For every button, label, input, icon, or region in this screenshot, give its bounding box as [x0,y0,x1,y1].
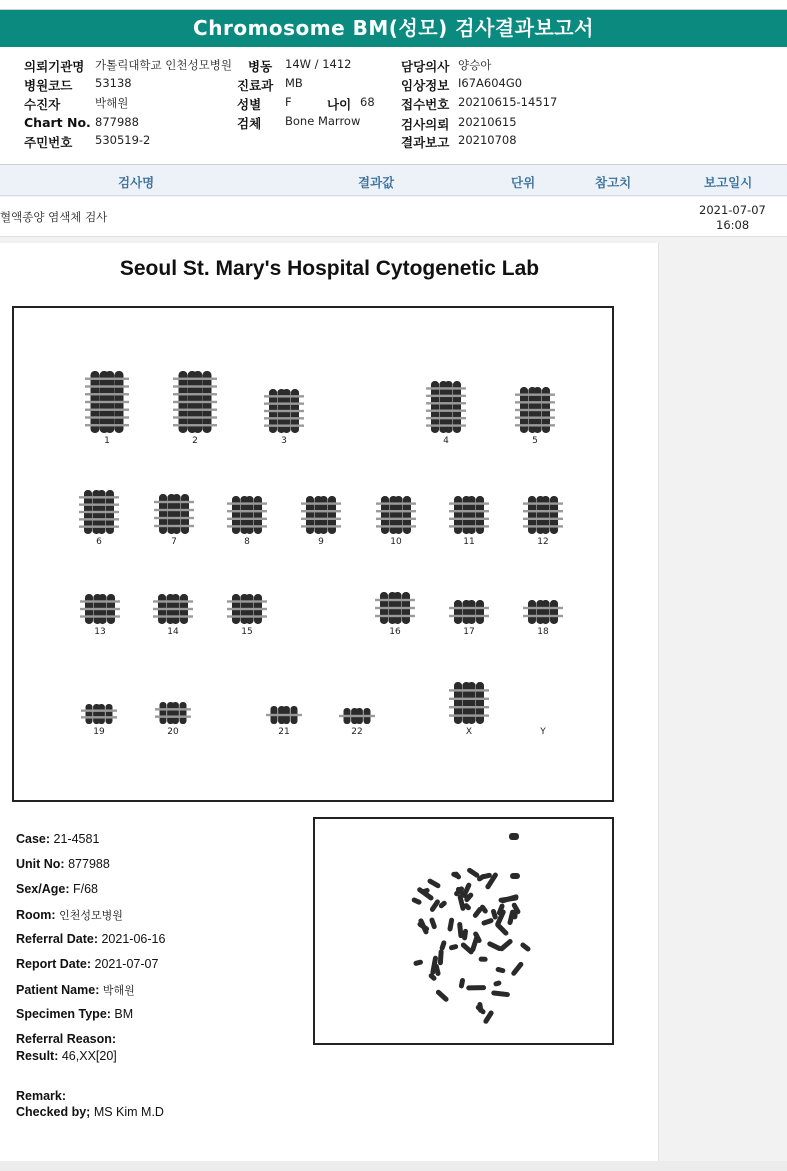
checked-value: MS Kim M.D [93,1105,164,1119]
col-unit: 단위 [511,175,536,190]
report-label: 결과보고 [401,135,450,150]
chromosome-pair-17 [449,600,489,624]
room-value: 인천성모병원 [59,910,123,922]
hospital-code-value: 53138 [95,76,132,90]
hospital-code-label: 병원코드 [24,78,73,93]
patient-name-value: 박해원 [102,985,135,997]
chromosome-label-8: 8 [244,537,250,547]
chromosome-label-5: 5 [532,436,538,446]
checked-label: Checked by; [16,1105,91,1119]
unit-line [16,857,110,871]
chart-label: Chart No. [24,115,91,130]
chromosome-pair-12 [523,496,563,534]
chromosome-label-4: 4 [443,436,449,446]
chromosome-pair-6 [79,490,119,534]
unit-label: Unit No: [16,857,65,871]
dept-label: 진료과 [237,78,274,93]
patient-line [16,982,135,998]
sexage-value: F/68 [72,882,98,896]
test-name-cell: 혈액종양 염색체 검사 [0,210,108,224]
report-date-label: Report Date: [16,957,92,971]
chromosome-pair-16 [375,592,415,624]
chromosome-label-22: 22 [351,727,363,737]
report-date-cell: 2021-07-07 [699,203,766,217]
dept-value: MB [285,76,303,90]
patient-label: 수진자 [24,97,61,112]
page-title: Chromosome BM(성모) 검사결과보고서 [0,10,787,47]
table-row[interactable] [0,197,787,237]
karyogram [12,306,614,802]
clinical-label: 임상정보 [401,78,450,93]
top-strip [0,0,787,10]
clinical-value: I67A604G0 [458,76,523,90]
sex-label: 성별 [237,97,262,112]
patient-name-label: Patient Name: [16,983,100,997]
sexage-line [16,882,98,896]
age-label: 나이 [327,97,352,112]
specimen-line [16,1007,133,1021]
chromosome-label-X: X [465,727,473,737]
request-info-panel [0,47,787,165]
doctor-label: 담당의사 [401,59,450,74]
age-value: 68 [360,95,375,109]
cytogenetic-report [0,243,659,1161]
chromosome-pair-20 [155,702,191,724]
specimen-value: Bone Marrow [285,114,361,128]
checked-line [16,1105,164,1119]
report-date-line [16,957,158,971]
case-value: 21-4581 [53,832,100,846]
chromosome-label-19: 19 [93,727,105,737]
result-table-header [0,166,787,196]
receipt-label: 접수번호 [401,97,450,112]
chromosome-pair-9 [301,496,341,534]
case-label: Case: [16,832,51,846]
chromosome-label-10: 10 [390,537,402,547]
chromosome-pair-8 [227,496,267,534]
chromosome-pair-5 [515,387,555,433]
chromosome-pair-7 [154,494,194,534]
chromosome-pair-X [449,682,489,724]
chromosome-label-6: 6 [96,537,102,547]
chromosome-label-3: 3 [281,436,287,446]
sex-value: F [285,95,292,109]
patient-value: 박해원 [95,96,129,110]
chart-value: 877988 [95,115,139,129]
chromosome-label-1: 1 [104,436,110,446]
chromosome-label-20: 20 [167,727,179,737]
remark-line [16,1089,66,1103]
room-line [16,907,123,923]
remark-label: Remark: [16,1089,67,1103]
room-label: Room: [16,908,56,922]
chromosome-label-7: 7 [171,537,177,547]
chromosome-pair-15 [227,594,267,624]
karyogram-image [14,308,612,800]
request-value: 20210615 [458,115,517,129]
chromosome-label-21: 21 [278,727,290,737]
referral-date-value: 2021-06-16 [101,932,166,946]
chromosome-label-18: 18 [537,627,549,637]
chromosome-label-16: 16 [389,627,401,637]
chromosome-label-15: 15 [241,627,253,637]
chromosome-pair-10 [376,496,416,534]
specimen-label: 검체 [237,116,262,131]
col-result: 결과값 [358,175,395,190]
metaphase-spread [313,817,614,1045]
chromosome-pair-4 [426,381,466,433]
chromosome-pair-18 [523,600,563,624]
report-date-value: 2021-07-07 [94,957,159,971]
id-value: 530519-2 [95,133,151,147]
chromosome-label-13: 13 [94,627,106,637]
receipt-value: 20210615-14517 [458,95,558,109]
specimen-type-label: Specimen Type: [16,1007,111,1021]
result-line [16,1049,117,1063]
referral-date-line [16,932,165,946]
chromosome-label-9: 9 [318,537,324,547]
report-time-cell: 16:08 [716,218,750,232]
case-line [16,832,99,846]
chromosome-pair-13 [80,594,120,624]
id-label: 주민번호 [24,135,73,150]
chromosome-pair-11 [449,496,489,534]
institution-value: 가톨릭대학교 인천성모병원 [95,58,232,72]
chromosome-pair-2 [173,371,217,433]
chromosome-label-17: 17 [463,627,475,637]
chromosome-label-2: 2 [192,436,198,446]
request-label: 검사의뢰 [401,117,450,132]
ward-value: 14W / 1412 [285,57,352,71]
col-reference: 참고치 [595,175,632,190]
chromosome-label-12: 12 [537,537,549,547]
chromosome-label-Y: Y [540,727,546,737]
doctor-value: 양승아 [458,58,492,72]
col-report-date: 보고일시 [704,175,753,190]
chromosome-label-11: 11 [463,537,475,547]
unit-value: 877988 [68,857,110,871]
chromosome-pair-21 [266,706,302,724]
result-value: 46,XX[20] [61,1049,117,1063]
col-test-name: 검사명 [118,175,155,190]
chromosome-label-14: 14 [167,627,179,637]
metaphase-chromosomes [411,833,532,1025]
chromosome-pair-19 [81,704,117,724]
chromosome-pair-3 [264,389,304,433]
referral-date-label: Referral Date: [16,932,98,946]
institution-label: 의뢰기관명 [24,59,85,74]
reason-line [16,1032,116,1046]
chromosome-pair-14 [153,594,193,624]
bottom-strip [0,1161,787,1171]
chromosome-pair-1 [85,371,129,433]
specimen-type-value: BM [114,1007,134,1021]
metaphase-image [315,819,612,1043]
sexage-label: Sex/Age: [16,882,70,896]
referral-reason-label: Referral Reason: [16,1032,117,1046]
chromosome-pair-22 [339,708,375,724]
result-label: Result: [16,1049,59,1063]
lab-title: Seoul St. Mary's Hospital Cytogenetic Lab [119,257,540,280]
report-value: 20210708 [458,133,517,147]
ward-label: 병동 [248,59,273,74]
